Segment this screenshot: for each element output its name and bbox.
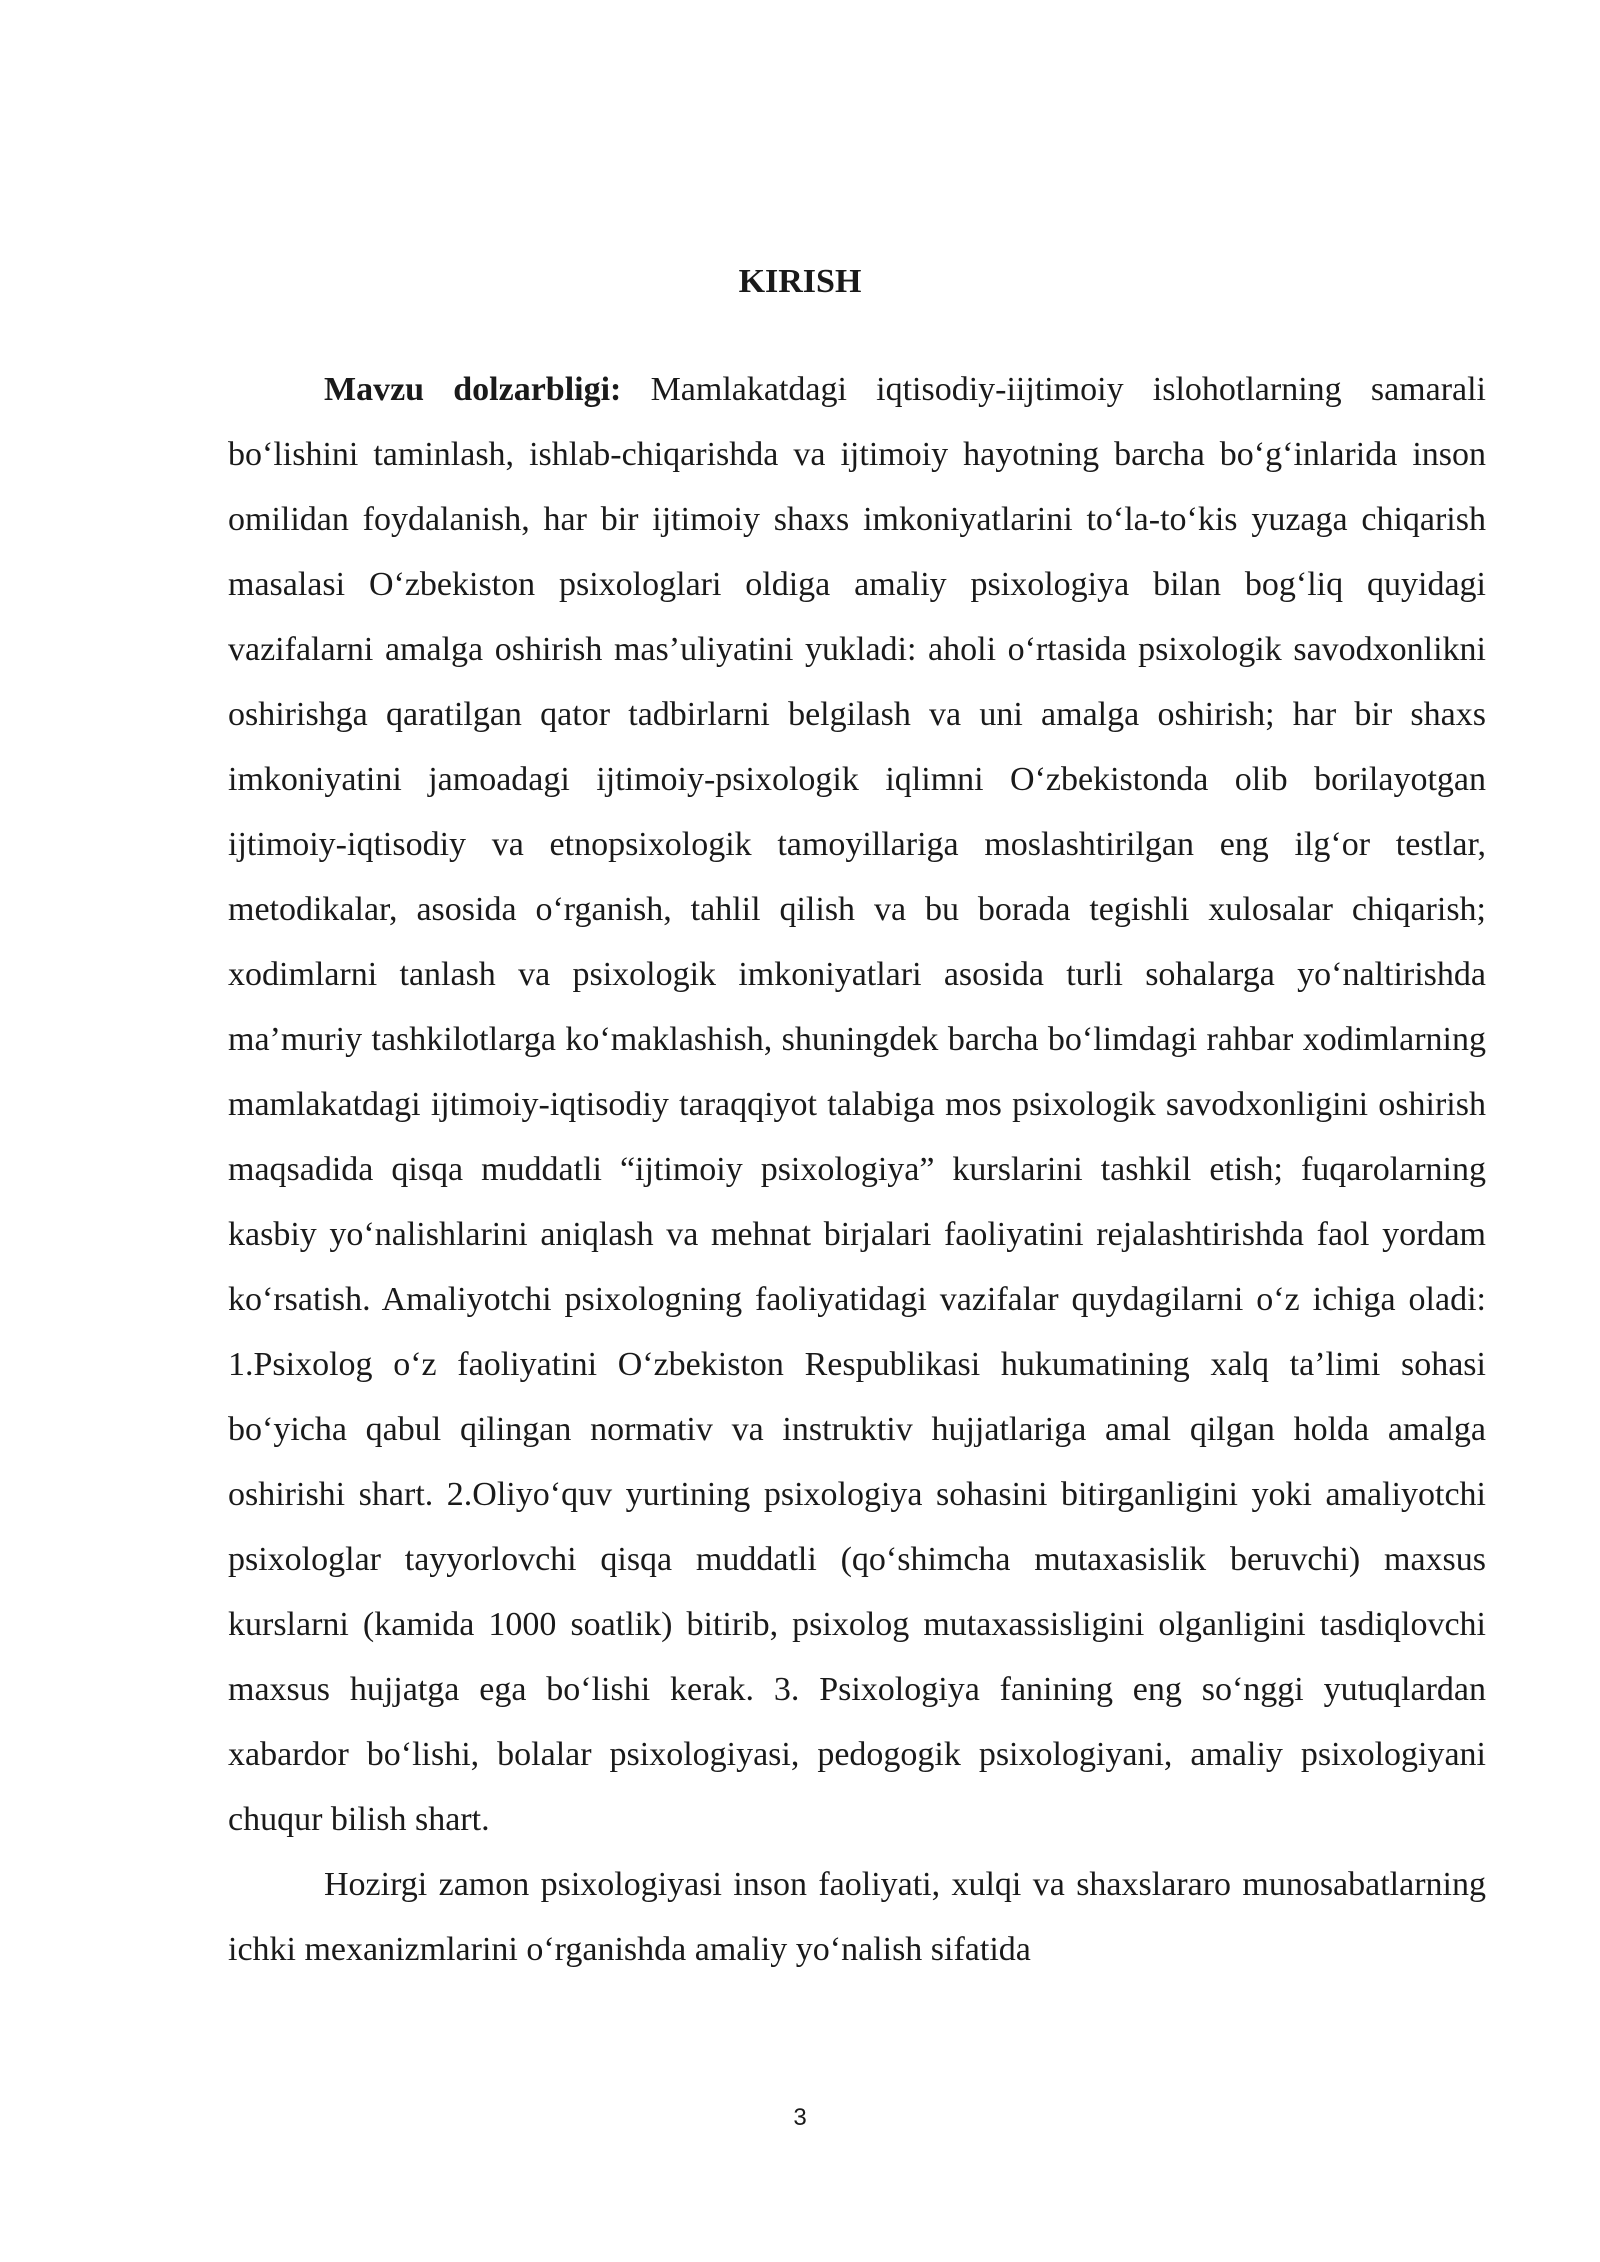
paragraph-lead: Mavzu dolzarbligi: <box>324 371 622 408</box>
paragraph-modern-psychology <box>228 1852 1486 1982</box>
page-heading: KIRISH <box>738 263 862 300</box>
body-text <box>228 357 1486 1982</box>
paragraph-text: Mamlakatdagi iqtisodiy-iijtimoiy islohotlarning samarali bo‘lishini taminlash, ishlab-chiqarishda va ijtimoiy hayotning barcha bo‘g‘inlarida inson omilidan foydalanish, har bir ijtimoiy shaxs imkoniyatlarini to‘la-to‘kis yuzaga chiqarish masalasi O‘zbekiston psixologlari oldiga amaliy psixologiya bilan bog‘liq quyidagi vazifalarni amalga oshirish mas’uliyatini yukladi: aholi o‘rtasida psixologik savodxonlikni oshirishga qaratilgan qator tadbirlarni belgilash va uni amalga oshirish; har bir shaxs imkoniyatini jamoadagi ijtimoiy-psixologik iqlimni O‘zbekistonda olib borilayotgan ijtimoiy-iqtisodiy va etnopsixologik tamoyillariga moslashtirilgan eng ilg‘or testlar, metodikalar, asosida o‘rganish, tahlil qilish va bu borada tegishli xulosalar chiqarish; xodimlarni tanlash va psixologik imkoniyatlari asosida turli sohalarga yo‘naltirishda ma’muriy tashkilotlarga ko‘maklashish, shuningdek barcha bo‘limdagi rahbar xodimlarning mamlakatdagi ijtimoiy-iqtisodiy taraqqiyot talabiga mos psixologik savodxonligini oshirish maqsadida qisqa muddatli “ijtimoiy psixologiya” kurslarini tashkil etish; fuqarolarning kasbiy yo‘nalishlarini aniqlash va mehnat birjalari faoliyatini rejalashtirishda faol yordam ko‘rsatish. Amaliyotchi psixologning faoliyatidagi vazifalar quydagilarni o‘z ichiga oladi: 1.Psixolog o‘z faoliyatini O‘zbekiston Respublikasi hukumatining xalq ta’limi sohasi bo‘yicha qabul qilingan normativ va instruktiv hujjatlariga amal qilgan holda amalga oshirishi shart. 2.Oliyo‘quv yurtining psixologiya sohasini bitirganligini yoki amaliyotchi psixologlar tayyorlovchi qisqa muddatli (qo‘shimcha mutaxasislik beruvchi) maxsus kurslarni (kamida 1000 soatlik) bitirib, psixolog mutaxassisligini olganligini tasdiqlovchi maxsus hujjatga ega bo‘lishi kerak. 3. Psixologiya fanining eng so‘nggi yutuqlardan xabardor bo‘lishi, bolalar psixologiyasi, pedogogik psixologiyani, amaliy psixologiyani chuqur bilish shart. <box>228 371 1487 1838</box>
page-number: 3 <box>793 2104 807 2131</box>
paragraph-relevance <box>228 357 1486 1852</box>
paragraph-text: Hozirgi zamon psixologiyasi inson faoliyati, xulqi va shaxslararo munosabatlarning ichki mexanizmlarini o‘rganishda amaliy yo‘nalish sifatida <box>228 1866 1486 1968</box>
